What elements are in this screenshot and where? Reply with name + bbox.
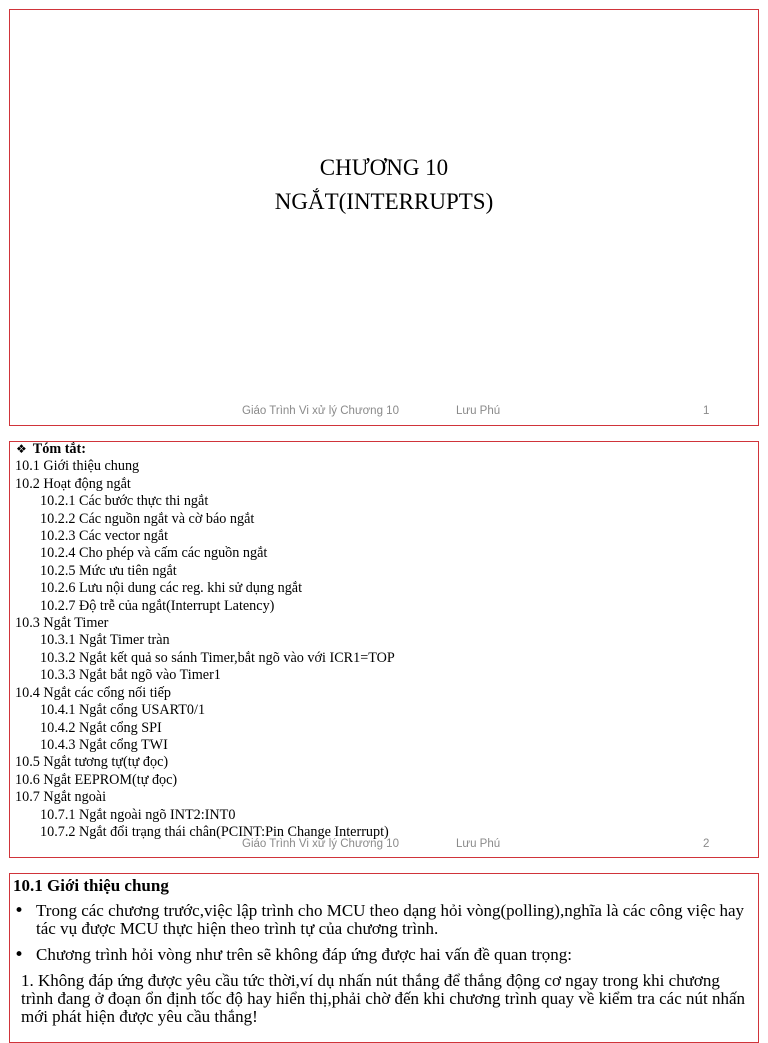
slide-3 bbox=[9, 873, 759, 1043]
chapter-title bbox=[10, 151, 758, 219]
toc-item: 10.4.3 Ngắt cổng TWI bbox=[40, 736, 168, 753]
toc-item: 10.2 Hoạt động ngắt bbox=[15, 475, 131, 492]
toc-item: 10.4.1 Ngắt cổng USART0/1 bbox=[40, 702, 206, 719]
toc-item: 10.3.3 Ngắt bắt ngõ vào Timer1 bbox=[40, 667, 221, 684]
toc-item: 10.3.1 Ngắt Timer tràn bbox=[40, 632, 170, 649]
toc-item: 10.5 Ngắt tương tự(tự đọc) bbox=[15, 754, 169, 771]
chapter-name: NGẮT(INTERRUPTS) bbox=[274, 189, 494, 214]
toc-item: 10.2.1 Các bước thực thi ngắt bbox=[40, 493, 209, 510]
toc-item: 10.6 Ngắt EEPROM(tự đọc) bbox=[15, 771, 178, 788]
bullet-item bbox=[13, 946, 748, 964]
summary-label: Tóm tắt: bbox=[32, 441, 86, 457]
toc-item: 10.7 Ngắt ngoài bbox=[15, 789, 107, 806]
chapter-number: CHƯƠNG 10 bbox=[319, 155, 449, 180]
bullet-text: Trong các chương trước,việc lập trình cho MCU theo dạng hỏi vòng(polling),nghĩa là các công việc hay tác vụ được MCU thực hiện theo trình tự của chương trình. bbox=[36, 901, 745, 938]
bullet-dot-icon: • bbox=[14, 901, 25, 921]
toc-item: 10.2.2 Các nguồn ngắt và cờ báo ngắt bbox=[40, 510, 255, 527]
toc-item: 10.7.1 Ngắt ngoài ngõ INT2:INT0 bbox=[40, 806, 236, 823]
bullet-list bbox=[13, 902, 748, 1026]
toc-item: 10.4.2 Ngắt cổng SPI bbox=[40, 719, 162, 736]
numbered-paragraph: 1. Không đáp ứng được yêu cầu tức thời,ví dụ nhấn nút thắng để thắng động cơ ngay trong khi chương trình đang ở đoạn ổn định tốc độ hay hiển thị,phải chờ đến khi chương trình quay về kiểm tra các nút nhấn mới phát hiện được yêu cầu thắng! bbox=[21, 971, 746, 1026]
slide-2 bbox=[9, 441, 759, 858]
footer-title: Giáo Trình Vi xử lý Chương 10 bbox=[242, 405, 399, 417]
toc-item: 10.3 Ngắt Timer bbox=[15, 615, 109, 632]
bullet-dot-icon: • bbox=[14, 945, 25, 965]
footer-author: Lưu Phú bbox=[456, 838, 501, 850]
footer-author: Lưu Phú bbox=[456, 405, 501, 417]
bullet-text: Chương trình hỏi vòng như trên sẽ không đáp ứng được hai vấn đề quan trọng: bbox=[36, 945, 572, 964]
toc-item: 10.2.5 Mức ưu tiên ngắt bbox=[40, 562, 177, 579]
toc-item: 10.2.4 Cho phép và cấm các nguồn ngắt bbox=[40, 545, 268, 562]
section-heading: 10.1 Giới thiệu chung bbox=[13, 876, 169, 895]
toc-item: 10.4 Ngắt các cổng nối tiếp bbox=[15, 684, 172, 701]
slide-1 bbox=[9, 9, 759, 426]
toc-item: 10.2.3 Các vector ngắt bbox=[40, 528, 169, 545]
toc-item: 10.1 Giới thiệu chung bbox=[15, 458, 140, 475]
diamond-bullet-icon: ❖ bbox=[16, 442, 27, 456]
toc-item: 10.2.7 Độ trễ của ngắt(Interrupt Latency) bbox=[40, 597, 275, 614]
toc-item: 10.2.6 Lưu nội dung các reg. khi sử dụng ngắt bbox=[40, 580, 303, 597]
page-number: 2 bbox=[703, 838, 710, 850]
bullet-item bbox=[13, 902, 748, 938]
table-of-contents bbox=[15, 441, 395, 841]
summary-heading bbox=[15, 441, 395, 458]
toc-item: 10.7.2 Ngắt đổi trạng thái chân(PCINT:Pin Change Interrupt) bbox=[40, 823, 389, 840]
toc-item: 10.3.2 Ngắt kết quả so sánh Timer,bắt ngõ vào với ICR1=TOP bbox=[40, 649, 395, 666]
page-number: 1 bbox=[703, 405, 710, 417]
footer-title: Giáo Trình Vi xử lý Chương 10 bbox=[242, 838, 399, 850]
